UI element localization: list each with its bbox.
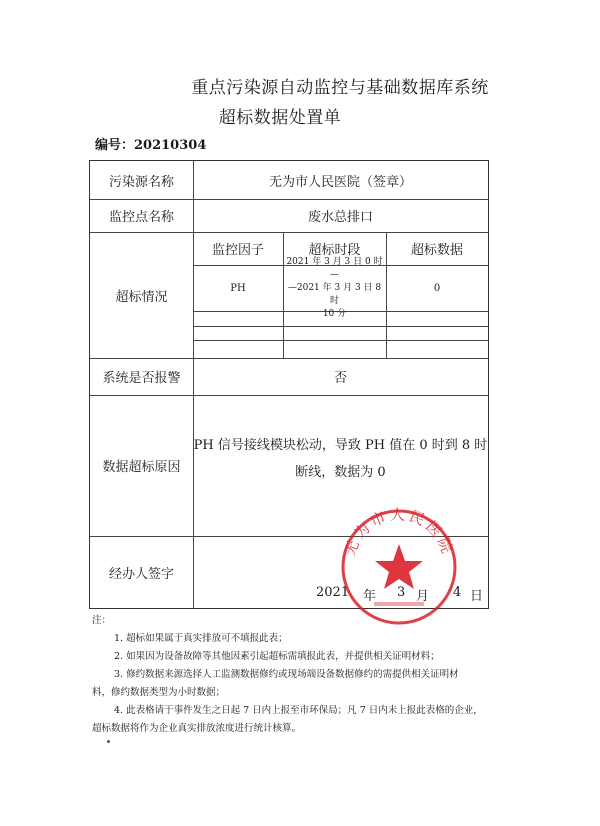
header-monitor-factor: 监控因子 bbox=[211, 243, 264, 258]
reason-label: 数据超标原因 bbox=[102, 460, 181, 475]
note-3-cont: 料，修约数据类型为小时数据； bbox=[92, 687, 226, 698]
period-line-3: 10 分 bbox=[322, 308, 347, 319]
header-exceed-period: 超标时段 bbox=[308, 243, 361, 258]
seal-text: 无为市人民医院 bbox=[340, 506, 458, 559]
reason-value bbox=[193, 419, 488, 499]
date-year: 2021 bbox=[316, 585, 350, 600]
reason-line-2: 断线，数据为 0 bbox=[295, 465, 386, 480]
source-name-label: 污染源名称 bbox=[108, 174, 174, 190]
monitor-point-label: 监控点名称 bbox=[108, 210, 174, 225]
date-day-unit: 日 bbox=[470, 589, 484, 604]
reason-line-1: PH 信号接线模块松动，导致 PH 值在 0 时到 8 时 bbox=[193, 438, 488, 453]
note-4: 4. 此表格请于事件发生之日起 7 日内上报至市环保局；凡 7 日内未上报此表格的企业， bbox=[114, 705, 483, 716]
notes-heading: 注： bbox=[92, 615, 112, 626]
period-line-1: 2021 年 3 月 3 日 0 时— bbox=[286, 256, 383, 280]
official-seal bbox=[338, 506, 460, 628]
alarm-value: 否 bbox=[333, 371, 347, 386]
note-1: 1. 超标如果属于真实排放可不填报此表； bbox=[114, 633, 288, 644]
scan-speck bbox=[107, 740, 110, 743]
note-4-cont: 超标数据将作为企业真实排放浓度进行统计核算。 bbox=[92, 723, 302, 734]
exceed-factor-value: PH bbox=[230, 282, 246, 294]
alarm-label: 系统是否报警 bbox=[102, 371, 181, 386]
document-subtitle: 超标数据处置单 bbox=[218, 108, 342, 128]
date-month-unit: 月 bbox=[416, 589, 430, 604]
date-year-unit: 年 bbox=[363, 589, 377, 604]
note-2: 2. 如果因为设备故障等其他因素引起超标需填报此表，并提供相关证明材料； bbox=[114, 651, 440, 662]
date-day: 4 bbox=[453, 585, 462, 600]
notes-section bbox=[92, 612, 512, 738]
signer-label: 经办人签字 bbox=[108, 566, 174, 582]
document-number: 编号：20210304 bbox=[95, 138, 207, 153]
seal-star-icon bbox=[375, 544, 423, 589]
note-3: 3. 修约数据来源选择人工监测数据修约或现场端设备数据修约的需提供相关证明材 bbox=[114, 669, 459, 680]
exceed-status-label: 超标情况 bbox=[115, 289, 168, 305]
exceed-data-value: 0 bbox=[433, 282, 441, 294]
monitor-point-value: 废水总排口 bbox=[307, 210, 373, 225]
document-title: 重点污染源自动监控与基础数据库系统 bbox=[191, 78, 489, 98]
date-month: 3 bbox=[397, 585, 406, 600]
exceed-period-value bbox=[283, 256, 386, 319]
header-exceed-data: 超标数据 bbox=[410, 243, 463, 258]
period-line-2: —2021 年 3 月 3 日 8 时 bbox=[287, 282, 382, 306]
source-name-value: 无为市人民医院（签章） bbox=[268, 174, 412, 190]
